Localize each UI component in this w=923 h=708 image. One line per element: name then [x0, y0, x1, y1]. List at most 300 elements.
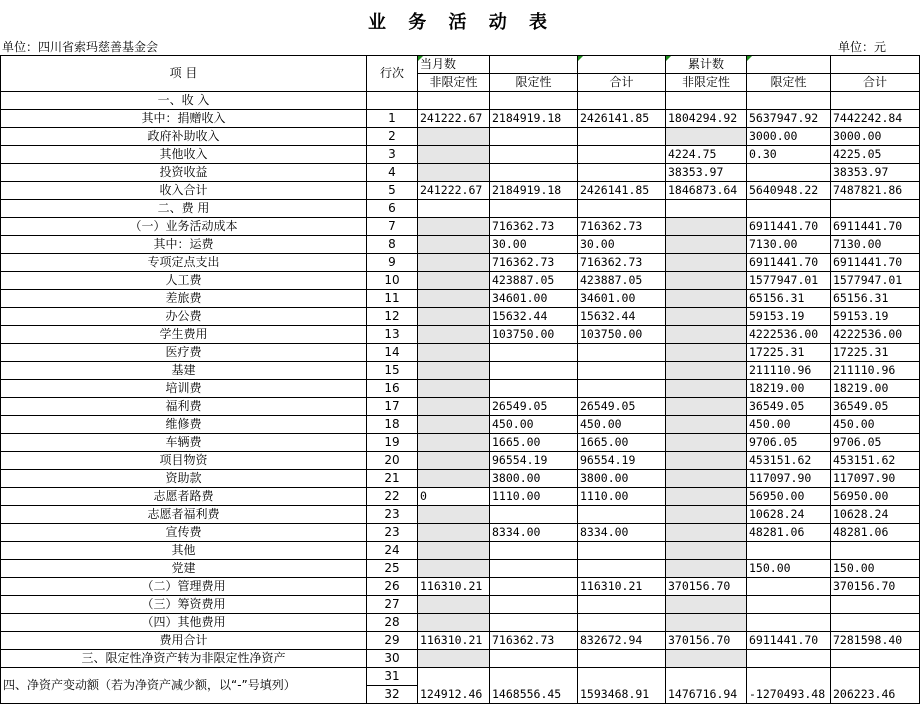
row-value: 3000.00 — [831, 128, 920, 146]
row-value — [578, 650, 666, 668]
row-item: 三、限定性净资产转为非限定性净资产 — [1, 650, 367, 668]
table-row — [1, 92, 920, 110]
table-row — [1, 578, 920, 596]
row-value — [666, 560, 747, 578]
row-value: 38353.97 — [831, 164, 920, 182]
row-value: 1577947.01 — [747, 272, 831, 290]
row-value — [747, 614, 831, 632]
row-value — [418, 128, 490, 146]
row-value: 15632.44 — [578, 308, 666, 326]
row-value: 26549.05 — [578, 398, 666, 416]
row-line-no: 1 — [367, 110, 418, 128]
row-item: 培训费 — [1, 380, 367, 398]
row-value — [418, 326, 490, 344]
row-value: 34601.00 — [578, 290, 666, 308]
table-row — [1, 146, 920, 164]
row-value: 150.00 — [831, 560, 920, 578]
row-value: 150.00 — [747, 560, 831, 578]
row-value: 1593468.91 — [578, 668, 666, 704]
row-item: 车辆费 — [1, 434, 367, 452]
header-cumulative: 累计数 — [666, 56, 747, 74]
row-value — [666, 542, 747, 560]
row-line-no: 26 — [367, 578, 418, 596]
row-line-no: 10 — [367, 272, 418, 290]
row-value — [418, 290, 490, 308]
row-value: 116310.21 — [418, 632, 490, 650]
row-line-no: 14 — [367, 344, 418, 362]
row-item: （三）筹资费用 — [1, 596, 367, 614]
row-value: 7130.00 — [831, 236, 920, 254]
row-value: 6911441.70 — [831, 254, 920, 272]
row-value: 36549.05 — [747, 398, 831, 416]
header-blank — [831, 56, 920, 74]
row-value: 716362.73 — [578, 218, 666, 236]
row-value: 450.00 — [490, 416, 578, 434]
row-value — [578, 380, 666, 398]
row-line-no: 23 — [367, 524, 418, 542]
row-value — [666, 254, 747, 272]
row-value — [418, 344, 490, 362]
table-row — [1, 290, 920, 308]
row-value — [578, 164, 666, 182]
row-value — [666, 326, 747, 344]
row-value — [831, 614, 920, 632]
row-value: 10628.24 — [831, 506, 920, 524]
row-value: 9706.05 — [831, 434, 920, 452]
report-title: 业 务 活 动 表 — [367, 12, 556, 33]
row-value: 1468556.45 — [490, 668, 578, 704]
row-value: 453151.62 — [831, 452, 920, 470]
row-value: 4222536.00 — [831, 326, 920, 344]
header-blank — [490, 56, 578, 74]
row-line-no: 11 — [367, 290, 418, 308]
row-line-no: 2 — [367, 128, 418, 146]
row-value: 96554.19 — [490, 452, 578, 470]
row-value: 8334.00 — [490, 524, 578, 542]
row-value: 30.00 — [490, 236, 578, 254]
row-value — [418, 200, 490, 218]
row-value — [666, 416, 747, 434]
row-item: 差旅费 — [1, 290, 367, 308]
row-value — [418, 362, 490, 380]
header-blank — [747, 56, 831, 74]
header-restricted-cum: 限定性 — [747, 74, 831, 92]
row-line-no: 9 — [367, 254, 418, 272]
row-value: 56950.00 — [831, 488, 920, 506]
row-line-no: 16 — [367, 380, 418, 398]
row-value — [666, 614, 747, 632]
row-value: 2426141.85 — [578, 182, 666, 200]
row-item: 费用合计 — [1, 632, 367, 650]
row-value: 370156.70 — [666, 578, 747, 596]
table-row — [1, 164, 920, 182]
row-item: 志愿者福利费 — [1, 506, 367, 524]
row-value — [578, 362, 666, 380]
row-value — [666, 344, 747, 362]
row-value: 103750.00 — [490, 326, 578, 344]
table-row — [1, 182, 920, 200]
unit-currency: 单位：元 — [838, 40, 887, 54]
row-item: 学生费用 — [1, 326, 367, 344]
header-unrestricted-cum: 非限定性 — [666, 74, 747, 92]
row-value — [666, 452, 747, 470]
row-value: 6911441.70 — [747, 254, 831, 272]
row-value — [418, 218, 490, 236]
row-value: 36549.05 — [831, 398, 920, 416]
row-line-no: 21 — [367, 470, 418, 488]
row-value — [418, 236, 490, 254]
row-value: 124912.46 — [418, 668, 490, 704]
row-value — [666, 272, 747, 290]
row-value — [490, 578, 578, 596]
row-value: 7130.00 — [747, 236, 831, 254]
row-value: 48281.06 — [747, 524, 831, 542]
row-value — [666, 236, 747, 254]
row-value: 5640948.22 — [747, 182, 831, 200]
table-row — [1, 524, 920, 542]
row-value: 5637947.92 — [747, 110, 831, 128]
row-value: 450.00 — [578, 416, 666, 434]
row-value: 34601.00 — [490, 290, 578, 308]
row-value: 59153.19 — [831, 308, 920, 326]
row-item: 资助款 — [1, 470, 367, 488]
row-value — [578, 92, 666, 110]
row-value — [490, 506, 578, 524]
row-line-no: 28 — [367, 614, 418, 632]
row-value — [490, 200, 578, 218]
row-line-no: 6 — [367, 200, 418, 218]
row-value: 450.00 — [747, 416, 831, 434]
row-line-no: 12 — [367, 308, 418, 326]
row-line-no: 25 — [367, 560, 418, 578]
row-value: 1110.00 — [490, 488, 578, 506]
row-item: （二）管理费用 — [1, 578, 367, 596]
row-value: 26549.05 — [490, 398, 578, 416]
row-value: 65156.31 — [831, 290, 920, 308]
table-row — [1, 254, 920, 272]
row-value: 4222536.00 — [747, 326, 831, 344]
row-item: 人工费 — [1, 272, 367, 290]
row-line-no: 7 — [367, 218, 418, 236]
row-value — [831, 650, 920, 668]
row-line-no: 22 — [367, 488, 418, 506]
row-value: 206223.46 — [831, 668, 920, 704]
row-line-no: 3 — [367, 146, 418, 164]
row-value: 117097.90 — [747, 470, 831, 488]
table-row — [1, 380, 920, 398]
row-value — [418, 596, 490, 614]
row-value — [666, 362, 747, 380]
row-item: 四、净资产变动额（若为净资产减少额，以“-”号填列） — [1, 668, 367, 704]
row-value: 370156.70 — [831, 578, 920, 596]
row-line-no — [367, 92, 418, 110]
row-value: 0.30 — [747, 146, 831, 164]
row-value — [747, 650, 831, 668]
row-line-no: 32 — [367, 686, 418, 704]
row-value: 241222.67 — [418, 182, 490, 200]
row-line-no: 19 — [367, 434, 418, 452]
row-item: （一）业务活动成本 — [1, 218, 367, 236]
row-item: 其中：运费 — [1, 236, 367, 254]
row-value — [666, 650, 747, 668]
row-value: 10628.24 — [747, 506, 831, 524]
row-value: 2184919.18 — [490, 110, 578, 128]
row-value — [666, 200, 747, 218]
row-item: 项目物资 — [1, 452, 367, 470]
row-value: 1665.00 — [490, 434, 578, 452]
row-line-no: 30 — [367, 650, 418, 668]
row-line-no: 4 — [367, 164, 418, 182]
row-value — [418, 308, 490, 326]
row-value: 96554.19 — [578, 452, 666, 470]
table-row — [1, 452, 920, 470]
row-value — [418, 272, 490, 290]
row-value — [418, 434, 490, 452]
row-line-no: 24 — [367, 542, 418, 560]
table-row — [1, 650, 920, 668]
row-value — [418, 470, 490, 488]
row-value — [666, 380, 747, 398]
row-value: 18219.00 — [747, 380, 831, 398]
row-value — [666, 524, 747, 542]
row-value — [490, 128, 578, 146]
row-value: 716362.73 — [490, 254, 578, 272]
row-value: 453151.62 — [747, 452, 831, 470]
row-value — [418, 92, 490, 110]
row-value: 15632.44 — [490, 308, 578, 326]
row-item: 其他 — [1, 542, 367, 560]
row-line-no: 23 — [367, 506, 418, 524]
row-item: 政府补助收入 — [1, 128, 367, 146]
row-value — [666, 128, 747, 146]
row-value — [578, 506, 666, 524]
table-row — [1, 434, 920, 452]
header-unrestricted: 非限定性 — [418, 74, 490, 92]
table-row — [1, 236, 920, 254]
row-item: 其中：捐赠收入 — [1, 110, 367, 128]
row-value: 423887.05 — [490, 272, 578, 290]
header-restricted: 限定性 — [490, 74, 578, 92]
table-row-last-a — [1, 668, 920, 686]
row-value: -1270493.48 — [747, 668, 831, 704]
row-value — [666, 470, 747, 488]
row-value: 7487821.86 — [831, 182, 920, 200]
row-value: 65156.31 — [747, 290, 831, 308]
row-value — [666, 218, 747, 236]
row-value: 103750.00 — [578, 326, 666, 344]
row-value — [578, 614, 666, 632]
header-current-month: 当月数 — [418, 56, 490, 74]
row-value — [666, 506, 747, 524]
row-value — [418, 650, 490, 668]
row-item: 党建 — [1, 560, 367, 578]
row-value — [666, 488, 747, 506]
row-value — [747, 164, 831, 182]
table-row — [1, 470, 920, 488]
row-item: 基建 — [1, 362, 367, 380]
unit-organization: 单位：四川省索玛慈善基金会 — [2, 40, 159, 54]
row-value: 48281.06 — [831, 524, 920, 542]
row-value — [490, 560, 578, 578]
row-value — [747, 578, 831, 596]
row-value — [418, 416, 490, 434]
row-value: 1110.00 — [578, 488, 666, 506]
row-value — [666, 596, 747, 614]
row-item: 医疗费 — [1, 344, 367, 362]
row-line-no: 15 — [367, 362, 418, 380]
row-value — [747, 200, 831, 218]
row-value: 6911441.70 — [747, 632, 831, 650]
row-value — [747, 596, 831, 614]
row-line-no: 13 — [367, 326, 418, 344]
row-value — [578, 560, 666, 578]
row-value — [578, 128, 666, 146]
row-line-no: 20 — [367, 452, 418, 470]
row-value — [490, 92, 578, 110]
row-value — [666, 308, 747, 326]
row-value: 716362.73 — [490, 218, 578, 236]
row-value: 1665.00 — [578, 434, 666, 452]
row-item: 办公费 — [1, 308, 367, 326]
table-row — [1, 344, 920, 362]
row-item: 收入合计 — [1, 182, 367, 200]
table-row — [1, 416, 920, 434]
row-value: 3800.00 — [490, 470, 578, 488]
row-value: 116310.21 — [418, 578, 490, 596]
header-total: 合计 — [578, 74, 666, 92]
row-value — [490, 362, 578, 380]
row-value: 30.00 — [578, 236, 666, 254]
row-line-no: 17 — [367, 398, 418, 416]
header-row-1 — [1, 56, 920, 74]
row-value — [578, 200, 666, 218]
row-value: 4225.05 — [831, 146, 920, 164]
row-value — [418, 506, 490, 524]
row-value: 3800.00 — [578, 470, 666, 488]
row-value — [490, 614, 578, 632]
row-item: 其他收入 — [1, 146, 367, 164]
row-item: （四）其他费用 — [1, 614, 367, 632]
row-value — [418, 614, 490, 632]
row-value: 370156.70 — [666, 632, 747, 650]
table-row — [1, 614, 920, 632]
table-row — [1, 128, 920, 146]
row-value — [490, 146, 578, 164]
row-value — [418, 398, 490, 416]
row-value: 3000.00 — [747, 128, 831, 146]
row-value: 59153.19 — [747, 308, 831, 326]
table-row — [1, 218, 920, 236]
row-value — [747, 542, 831, 560]
row-line-no: 5 — [367, 182, 418, 200]
row-value: 450.00 — [831, 416, 920, 434]
header-item: 项 目 — [1, 56, 367, 92]
row-value — [418, 524, 490, 542]
row-value — [578, 542, 666, 560]
row-value: 7442242.84 — [831, 110, 920, 128]
row-value: 17225.31 — [747, 344, 831, 362]
row-value: 2184919.18 — [490, 182, 578, 200]
row-value: 56950.00 — [747, 488, 831, 506]
row-value: 832672.94 — [578, 632, 666, 650]
row-value — [747, 92, 831, 110]
row-item: 福利费 — [1, 398, 367, 416]
table-row — [1, 326, 920, 344]
row-line-no: 27 — [367, 596, 418, 614]
table-row — [1, 308, 920, 326]
row-value: 2426141.85 — [578, 110, 666, 128]
row-value: 423887.05 — [578, 272, 666, 290]
row-value — [666, 290, 747, 308]
row-value — [578, 596, 666, 614]
row-value — [578, 344, 666, 362]
row-value — [490, 380, 578, 398]
row-value: 0 — [418, 488, 490, 506]
row-value: 1804294.92 — [666, 110, 747, 128]
row-value: 716362.73 — [490, 632, 578, 650]
row-value — [490, 164, 578, 182]
row-value: 9706.05 — [747, 434, 831, 452]
row-value: 8334.00 — [578, 524, 666, 542]
table-row — [1, 272, 920, 290]
table-row — [1, 542, 920, 560]
row-value — [418, 146, 490, 164]
row-value: 716362.73 — [578, 254, 666, 272]
header-blank — [578, 56, 666, 74]
table-row — [1, 506, 920, 524]
row-item: 一、收 入 — [1, 92, 367, 110]
row-value: 6911441.70 — [747, 218, 831, 236]
row-item: 宣传费 — [1, 524, 367, 542]
row-value — [831, 200, 920, 218]
row-value — [418, 164, 490, 182]
row-line-no: 31 — [367, 668, 418, 686]
row-line-no: 8 — [367, 236, 418, 254]
table-row — [1, 596, 920, 614]
row-item: 志愿者路费 — [1, 488, 367, 506]
row-value — [831, 596, 920, 614]
row-value: 211110.96 — [831, 362, 920, 380]
row-value: 117097.90 — [831, 470, 920, 488]
row-line-no: 18 — [367, 416, 418, 434]
header-total-cum: 合计 — [831, 74, 920, 92]
row-value — [666, 434, 747, 452]
row-item: 专项定点支出 — [1, 254, 367, 272]
table-row — [1, 398, 920, 416]
row-item: 二、费 用 — [1, 200, 367, 218]
activity-table — [0, 55, 920, 704]
row-value: 38353.97 — [666, 164, 747, 182]
row-value — [666, 398, 747, 416]
row-value — [490, 650, 578, 668]
row-value — [490, 344, 578, 362]
header-line-no: 行次 — [367, 56, 418, 92]
row-value — [831, 542, 920, 560]
row-value — [418, 560, 490, 578]
table-row — [1, 110, 920, 128]
row-value: 1577947.01 — [831, 272, 920, 290]
row-value — [666, 92, 747, 110]
row-value: 1846873.64 — [666, 182, 747, 200]
table-row — [1, 560, 920, 578]
table-row — [1, 488, 920, 506]
row-value: 241222.67 — [418, 110, 490, 128]
row-value — [418, 380, 490, 398]
row-value — [831, 92, 920, 110]
table-row — [1, 632, 920, 650]
row-value: 1476716.94 — [666, 668, 747, 704]
row-item: 投资收益 — [1, 164, 367, 182]
